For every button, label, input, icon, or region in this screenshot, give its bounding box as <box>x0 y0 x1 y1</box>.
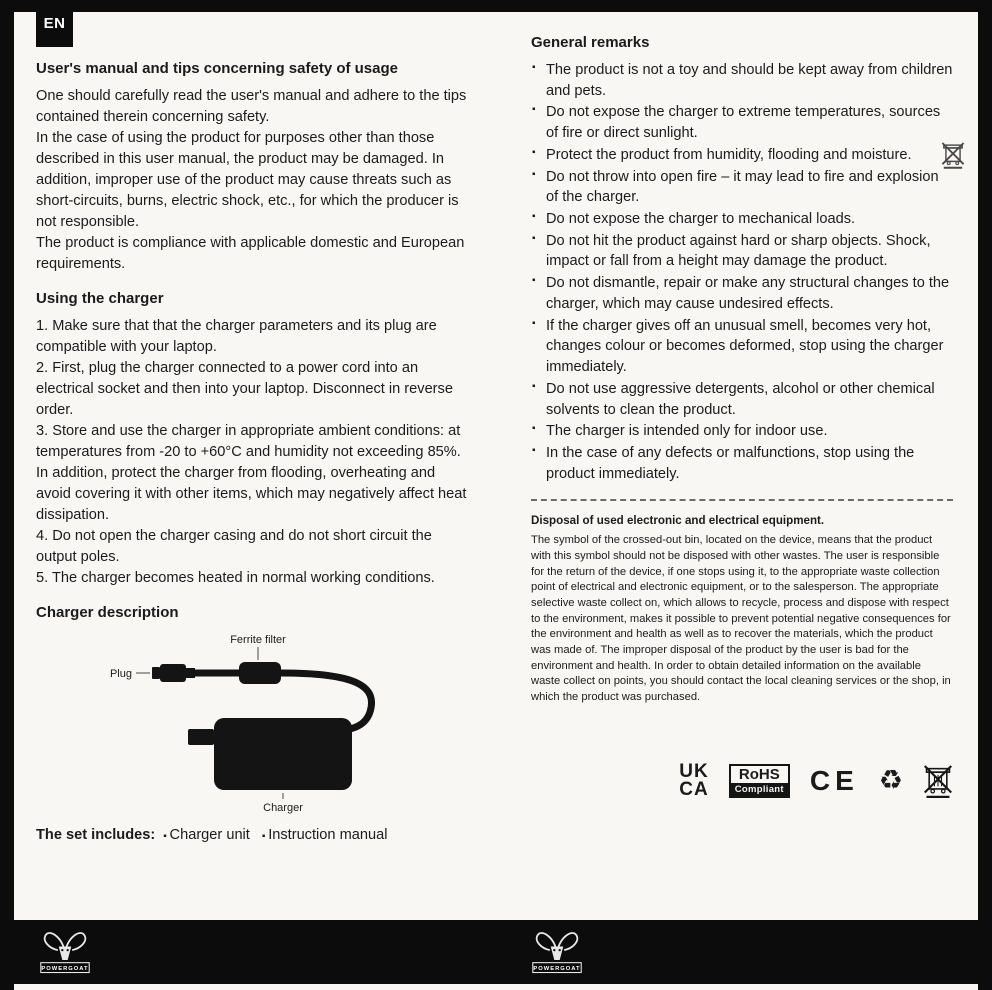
plug-label: Plug <box>109 668 132 680</box>
charger-diagram <box>36 630 468 815</box>
goat-head <box>551 947 564 960</box>
brand-name: POWERGOAT <box>533 965 581 972</box>
left-column <box>36 60 468 843</box>
brand-name: POWERGOAT <box>41 965 89 972</box>
remark-item: ▪ Do not expose the charger to extreme temperatures, sources of fire or direct sunlight. <box>531 102 953 143</box>
recycle-icon: ♻ <box>878 765 903 796</box>
section-title-usage: User's manual and tips concerning safety of usage <box>36 60 398 77</box>
ukca-mark <box>679 760 709 800</box>
charger-step: 3. Store and use the charger in appropriate ambient conditions: at temperatures from -20 to +60°C and humidity not exceeding 85%. In addition, protect the charger from flooding, overheating and avoid covering it with other items, which may negatively affect heat dissipation. <box>36 423 467 523</box>
powergoat-logo <box>36 925 94 977</box>
section-title-charger-description: Charger description <box>36 604 179 621</box>
rohs-compliant-label: Compliant <box>731 783 788 796</box>
footer-band <box>0 920 992 984</box>
usage-paragraphs <box>36 86 468 275</box>
charger-steps <box>36 316 468 589</box>
top-border-band <box>0 0 992 12</box>
set-includes-item: ▪ Charger unit <box>163 827 250 843</box>
set-includes-row <box>36 827 468 843</box>
plug-body <box>160 664 186 682</box>
certification-marks-row <box>531 762 953 800</box>
rohs-label: RoHS <box>738 765 780 783</box>
remark-item: ▪ Protect the product from humidity, flooding and moisture. <box>531 145 953 166</box>
set-includes-label: The set includes: <box>36 827 156 843</box>
disposal-title: Disposal of used electronic and electrical equipment. <box>531 514 825 528</box>
remark-item: ▪ Do not hit the product against hard or sharp objects. Shock, impact or fall from a height may damage the product. <box>531 231 953 272</box>
goat-eye-left <box>553 949 555 951</box>
right-border-band <box>978 0 992 990</box>
ukca-line-uk: UK <box>679 760 709 782</box>
general-remarks-list <box>531 60 953 484</box>
goat-eye-left <box>61 949 63 951</box>
remark-item: ▪ The charger is intended only for indoor use. <box>531 421 953 442</box>
set-includes-items <box>163 827 399 843</box>
remark-item: ▪ Do not dismantle, repair or make any structural changes to the charger, which may cause undesired effects. <box>531 273 953 314</box>
remark-item: ▪ The product is not a toy and should be kept away from children and pets. <box>531 60 953 101</box>
remark-item: ▪ Do not use aggressive detergents, alcohol or other chemical solvents to clean the product. <box>531 379 953 420</box>
remark-item: ▪ If the charger gives off an unusual smell, becomes very hot, changes colour or becomes deformed, stop using the charger immediately. <box>531 316 953 378</box>
charger-label: Charger <box>263 802 303 814</box>
right-column <box>531 34 953 800</box>
disposal-text: The symbol of the crossed-out bin, located on the device, means that the product with this symbol should not be disposed with other wastes. The user is responsible for the return of the device, if one stops using it, to the appropriate waste collection point of electrical and electronic equipment, or to the salesperson. The appropriate selective waste collect on, which allows to recycle, process and dispose with respect to the environment, makes it possible to prevent potential negative consequences for the environment and health as well as to recover the materials, which the product was made of. The improper disposal of the product by the user is bad for the environment and health. In order to obtain detailed information on the available waste collect on points, you should contact the local cleaning services or the shop, in which the product was purchased. <box>531 534 951 704</box>
left-border-band <box>0 0 14 990</box>
weee-margin-icon <box>941 139 965 171</box>
rohs-mark <box>729 764 790 798</box>
charger-connector <box>188 729 214 745</box>
usage-paragraph: One should carefully read the user's manual and adhere to the tips contained therein concerning safety. <box>36 88 467 125</box>
ferrite-filter-shape <box>239 662 281 684</box>
remark-item: ▪ Do not expose the charger to mechanical loads. <box>531 209 953 230</box>
remark-item: ▪ In the case of any defects or malfunctions, stop using the product immediately. <box>531 443 953 484</box>
set-includes-item: ▪ Instruction manual <box>262 827 388 843</box>
remark-item: ▪ Do not throw into open fire – it may lead to fire and explosion of the charger. <box>531 167 953 208</box>
goat-eye-right <box>67 949 69 951</box>
charger-step: 4. Do not open the charger casing and do not short circuit the output poles. <box>36 528 432 565</box>
charger-step: 1. Make sure that that the charger parameters and its plug are compatible with your laptop. <box>36 318 437 355</box>
weee-bin-icon <box>923 762 953 800</box>
goat-eye-right <box>559 949 561 951</box>
plug-prong <box>152 667 160 679</box>
ce-mark: CE <box>809 764 859 796</box>
ferrite-filter-label: Ferrite filter <box>230 634 286 646</box>
section-title-general-remarks: General remarks <box>531 34 650 51</box>
dashed-divider <box>531 499 953 501</box>
charger-brick <box>214 718 352 790</box>
section-title-using-charger: Using the charger <box>36 290 164 307</box>
powergoat-logo <box>528 925 586 977</box>
charger-step: 2. First, plug the charger connected to a power cord into an electrical socket and then into your laptop. Disconnect in reverse order. <box>36 360 453 418</box>
ukca-line-ca: CA <box>679 778 709 800</box>
language-badge-label: EN <box>43 15 66 32</box>
goat-head <box>59 947 72 960</box>
charger-step: 5. The charger becomes heated in normal working conditions. <box>36 570 435 586</box>
usage-paragraph: The product is compliance with applicable domestic and European requirements. <box>36 235 465 272</box>
language-badge <box>36 0 73 47</box>
usage-paragraph: In the case of using the product for purposes other than those described in this user manual, the product may be damaged. In addition, improper use of the product may cause threats such as short-circuits, burns, electric shock, etc., for which the producer is not responsible. <box>36 130 459 230</box>
